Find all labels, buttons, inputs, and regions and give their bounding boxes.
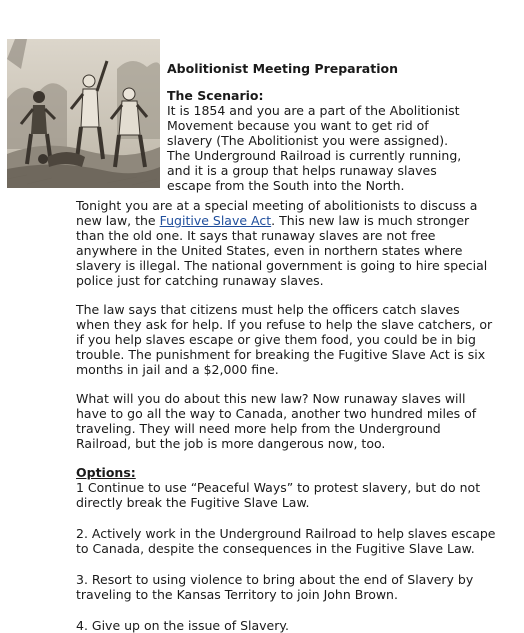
options-heading: Options:	[76, 465, 136, 480]
paragraph-1-before: Tonight you are at a special meeting of abolitionists to discuss a new law, the	[76, 198, 478, 228]
engraving-illustration	[7, 39, 160, 188]
paragraph-1-after: . This new law is much stronger than the old one. It says that runaway slaves are not free anywhere in the United States, even in northern states where slavery is illegal. The national government is going to hire special police just for catching runaway slaves.	[76, 213, 488, 288]
fugitive-slave-act-link[interactable]: Fugitive Slave Act	[159, 213, 272, 228]
option-2: 2. Actively work in the Underground Railroad to help slaves escape to Canada, despite the consequences in the Fugitive Slave Law.	[76, 526, 496, 556]
option-3: 3. Resort to using violence to bring about the end of Slavery by traveling to the Kansas Territory to join John Brown.	[76, 572, 474, 602]
scenario-section	[167, 88, 467, 193]
document-title: Abolitionist Meeting Preparation	[167, 61, 398, 76]
body-text	[76, 198, 496, 633]
option-4: 4. Give up on the issue of Slavery.	[76, 618, 289, 633]
paragraph-1	[76, 198, 496, 288]
options-list	[76, 480, 496, 633]
option-1: 1 Continue to use “Peaceful Ways” to protest slavery, but do not directly break the Fugitive Slave Law.	[76, 480, 481, 510]
historical-engraving-image	[7, 39, 160, 188]
scenario-heading: The Scenario:	[167, 88, 264, 103]
paragraph-3: What will you do about this new law? Now runaway slaves will have to go all the way to Canada, another two hundred miles of traveling. They will need more help from the Underground Railroad, but the job is more dangerous now, too.	[76, 391, 477, 451]
scenario-text: It is 1854 and you are a part of the Abolitionist Movement because you want to get rid of slavery (The Abolitionist you were assigned). The Underground Railroad is currently running, and it is a group that helps runaway slaves escape from the South into the North.	[167, 103, 462, 193]
paragraph-2: The law says that citizens must help the officers catch slaves when they ask for help. If you refuse to help the slave catchers, or if you help slaves escape or give them food, you could be in big trouble. The punishment for breaking the Fugitive Slave Act is six months in jail and a $2,000 fine.	[76, 302, 493, 377]
